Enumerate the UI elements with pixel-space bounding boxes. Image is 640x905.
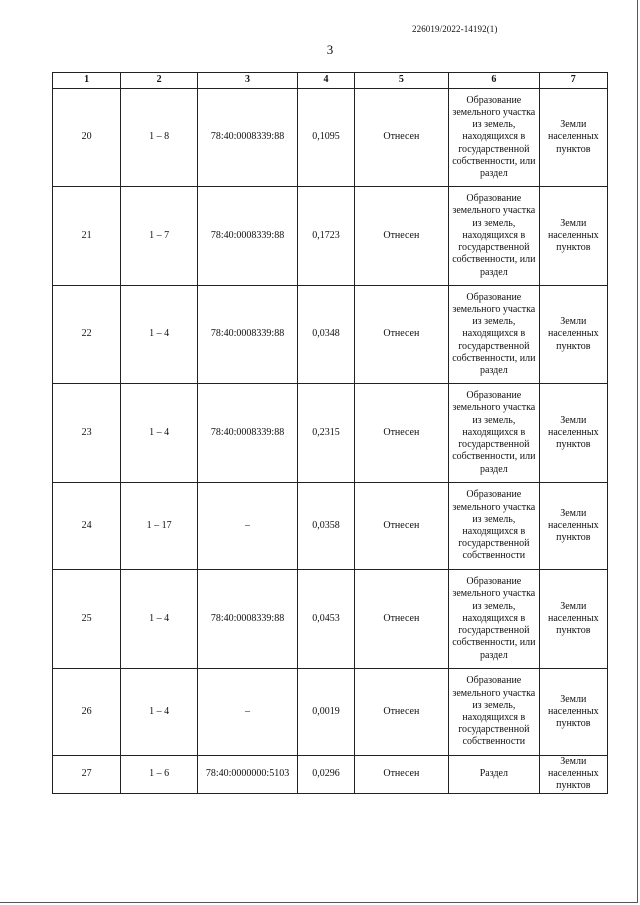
land-category: Земли населенных пунктов — [539, 570, 607, 669]
formation-method: Образование земельного участка из земель, находящихся в государственной собственности, или раздел — [449, 89, 539, 187]
land-category: Земли населенных пунктов — [539, 286, 607, 384]
area-value: 0,2315 — [298, 384, 354, 483]
row-number: 23 — [53, 384, 121, 483]
cadastral-number: 78:40:0008339:88 — [197, 570, 298, 669]
land-category: Земли населенных пунктов — [539, 669, 607, 756]
table-header-row — [53, 73, 608, 89]
formation-method: Раздел — [449, 756, 539, 794]
table-row — [53, 187, 608, 286]
row-number: 21 — [53, 187, 121, 286]
boundary-points: 1 – 6 — [121, 756, 197, 794]
row-number: 25 — [53, 570, 121, 669]
row-number: 26 — [53, 669, 121, 756]
status-value: Отнесен — [354, 483, 449, 570]
area-value: 0,1095 — [298, 89, 354, 187]
status-value: Отнесен — [354, 286, 449, 384]
cadastral-number: 78:40:0008339:88 — [197, 384, 298, 483]
status-value: Отнесен — [354, 187, 449, 286]
column-header-1: 1 — [53, 73, 121, 89]
row-number: 20 — [53, 89, 121, 187]
land-category: Земли населенных пунктов — [539, 756, 607, 794]
boundary-points: 1 – 4 — [121, 669, 197, 756]
formation-method: Образование земельного участка из земель, находящихся в государственной собственности — [449, 669, 539, 756]
area-value: 0,0296 — [298, 756, 354, 794]
page-number: 3 — [326, 42, 334, 57]
formation-method: Образование земельного участка из земель, находящихся в государственной собственности, или раздел — [449, 384, 539, 483]
table-row — [53, 384, 608, 483]
formation-method: Образование земельного участка из земель, находящихся в государственной собственности, или раздел — [449, 286, 539, 384]
cadastral-number: 78:40:0008339:88 — [197, 286, 298, 384]
cadastral-number: 78:40:0008339:88 — [197, 187, 298, 286]
land-category: Земли населенных пунктов — [539, 483, 607, 570]
row-number: 22 — [53, 286, 121, 384]
status-value: Отнесен — [354, 669, 449, 756]
cadastral-number: – — [197, 483, 298, 570]
area-value: 0,1723 — [298, 187, 354, 286]
boundary-points: 1 – 8 — [121, 89, 197, 187]
boundary-points: 1 – 4 — [121, 286, 197, 384]
land-plots-table — [52, 72, 608, 794]
area-value: 0,0358 — [298, 483, 354, 570]
table-row — [53, 669, 608, 756]
boundary-points: 1 – 17 — [121, 483, 197, 570]
area-value: 0,0453 — [298, 570, 354, 669]
document-number: 226019/2022-14192(1) — [412, 24, 498, 34]
table-row — [53, 286, 608, 384]
status-value: Отнесен — [354, 756, 449, 794]
column-header-2: 2 — [121, 73, 197, 89]
row-number: 24 — [53, 483, 121, 570]
status-value: Отнесен — [354, 384, 449, 483]
column-header-3: 3 — [197, 73, 298, 89]
table-row — [53, 756, 608, 794]
area-value: 0,0019 — [298, 669, 354, 756]
formation-method: Образование земельного участка из земель, находящихся в государственной собственности, или раздел — [449, 570, 539, 669]
formation-method: Образование земельного участка из земель, находящихся в государственной собственности, или раздел — [449, 187, 539, 286]
column-header-6: 6 — [449, 73, 539, 89]
cadastral-number: 78:40:0008339:88 — [197, 89, 298, 187]
column-header-5: 5 — [354, 73, 449, 89]
land-category: Земли населенных пунктов — [539, 187, 607, 286]
status-value: Отнесен — [354, 89, 449, 187]
table-row — [53, 570, 608, 669]
area-value: 0,0348 — [298, 286, 354, 384]
cadastral-number: – — [197, 669, 298, 756]
land-category: Земли населенных пунктов — [539, 384, 607, 483]
cadastral-number: 78:40:0000000:5103 — [197, 756, 298, 794]
boundary-points: 1 – 4 — [121, 570, 197, 669]
land-category: Земли населенных пунктов — [539, 89, 607, 187]
column-header-7: 7 — [539, 73, 607, 89]
boundary-points: 1 – 4 — [121, 384, 197, 483]
row-number: 27 — [53, 756, 121, 794]
status-value: Отнесен — [354, 570, 449, 669]
table-row — [53, 483, 608, 570]
formation-method: Образование земельного участка из земель, находящихся в государственной собственности — [449, 483, 539, 570]
column-header-4: 4 — [298, 73, 354, 89]
table-row — [53, 89, 608, 187]
boundary-points: 1 – 7 — [121, 187, 197, 286]
